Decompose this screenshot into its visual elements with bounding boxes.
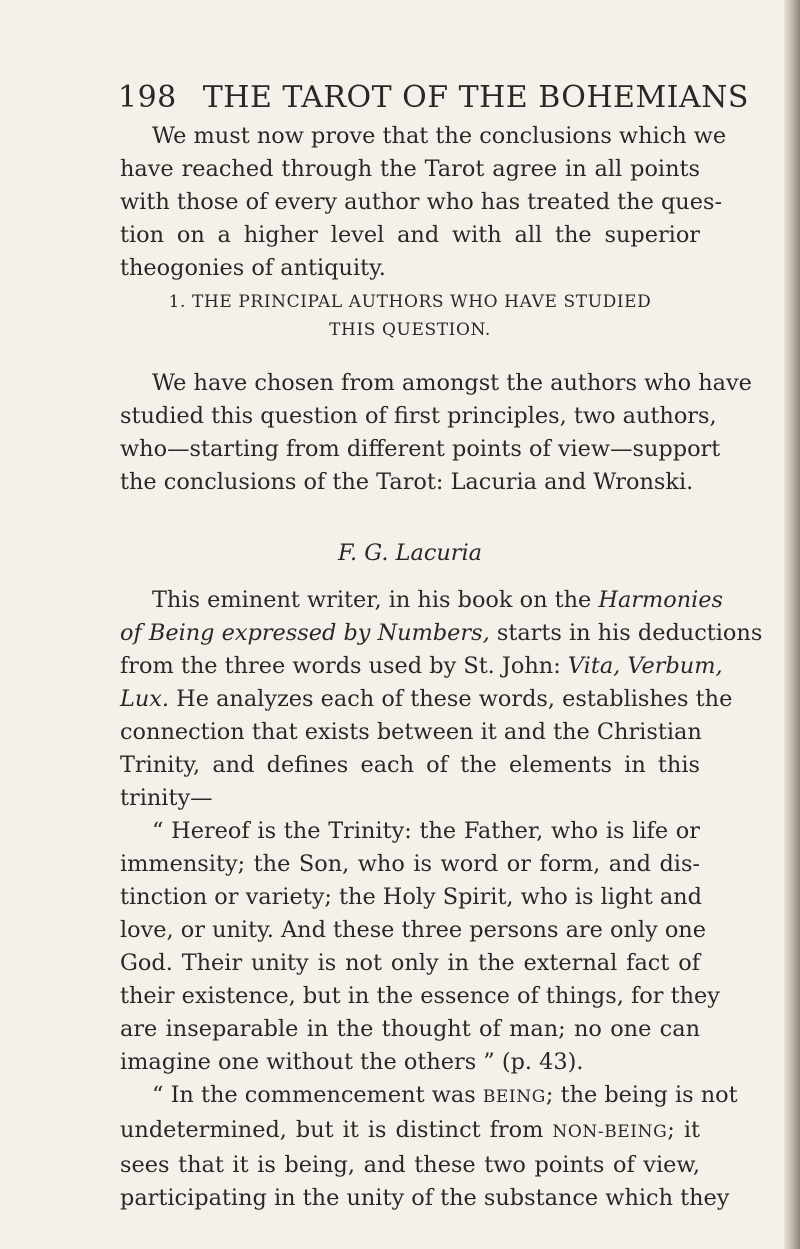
quote-line: undetermined, but it is distinct from NON-BEING; it xyxy=(120,1117,700,1143)
text-line: of Being expressed by Numbers, starts in his deductions xyxy=(120,620,763,646)
paragraph-authors xyxy=(120,367,752,499)
running-title: THE TAROT OF THE BOHEMIANS xyxy=(202,80,749,115)
quote-line: God. Their unity is not only in the external fact of xyxy=(120,950,700,976)
page-number: 198 xyxy=(118,80,177,115)
quote-line: “ Hereof is the Trinity: the Father, who is life or xyxy=(152,818,700,844)
quote-line: immensity; the Son, who is word or form, and dis- xyxy=(120,851,700,877)
text-line: We must now prove that the conclusions which we xyxy=(152,123,727,149)
heading-line: 1. THE PRINCIPAL AUTHORS WHO HAVE STUDIED xyxy=(168,292,652,312)
section-heading xyxy=(120,288,700,344)
page-edge xyxy=(784,0,800,1249)
small-caps-term: BEING xyxy=(482,1087,546,1107)
text-line: the conclusions of the Tarot: Lacuria and Wronski. xyxy=(120,469,694,495)
paragraph-lacuria xyxy=(120,584,763,1215)
quote-line: sees that it is being, and these two points of view, xyxy=(120,1152,700,1178)
small-caps-term: NON-BEING xyxy=(552,1122,668,1142)
text-line: tion on a higher level and with all the superior xyxy=(120,222,700,248)
book-title-italic: Harmonies xyxy=(598,587,724,613)
quote-line: tinction or variety; the Holy Spirit, who is light and xyxy=(120,884,702,910)
paragraph-intro xyxy=(120,120,727,285)
heading-line: THIS QUESTION. xyxy=(329,320,491,340)
quote-line: love, or unity. And these three persons are only one xyxy=(120,917,706,943)
quote-line: “ In the commencement was BEING; the being is not xyxy=(152,1082,738,1108)
quote-line: are inseparable in the thought of man; no one can xyxy=(120,1016,700,1042)
running-header xyxy=(118,80,749,115)
latin-word-italic: Lux. xyxy=(120,686,170,712)
text-line: We have chosen from amongst the authors who have xyxy=(152,370,752,396)
text-line: from the three words used by St. John: Vita, Verbum, xyxy=(120,653,723,679)
text-line: connection that exists between it and the Christian xyxy=(120,719,702,745)
text-line: Lux. He analyzes each of these words, establishes the xyxy=(120,686,733,712)
latin-words-italic: Vita, Verbum, xyxy=(567,653,723,679)
text-line: This eminent writer, in his book on the Harmonies xyxy=(152,587,724,613)
text-line: with those of every author who has treated the ques- xyxy=(120,189,723,215)
author-subheading: F. G. Lacuria xyxy=(338,540,482,566)
text-line: trinity— xyxy=(120,785,213,811)
text-line: who—starting from different points of view—support xyxy=(120,436,721,462)
quote-line: imagine one without the others ” (p. 43). xyxy=(120,1049,584,1075)
quote-line: their existence, but in the essence of things, for they xyxy=(120,983,720,1009)
text-line: have reached through the Tarot agree in all points xyxy=(120,156,700,182)
quote-line: participating in the unity of the substance which they xyxy=(120,1185,730,1211)
text-line: studied this question of first principles, two authors, xyxy=(120,403,717,429)
text-line: theogonies of antiquity. xyxy=(120,255,386,281)
book-title-italic: of Being expressed by Numbers, xyxy=(120,620,490,646)
text-line: Trinity, and defines each of the elements in this xyxy=(120,752,700,778)
